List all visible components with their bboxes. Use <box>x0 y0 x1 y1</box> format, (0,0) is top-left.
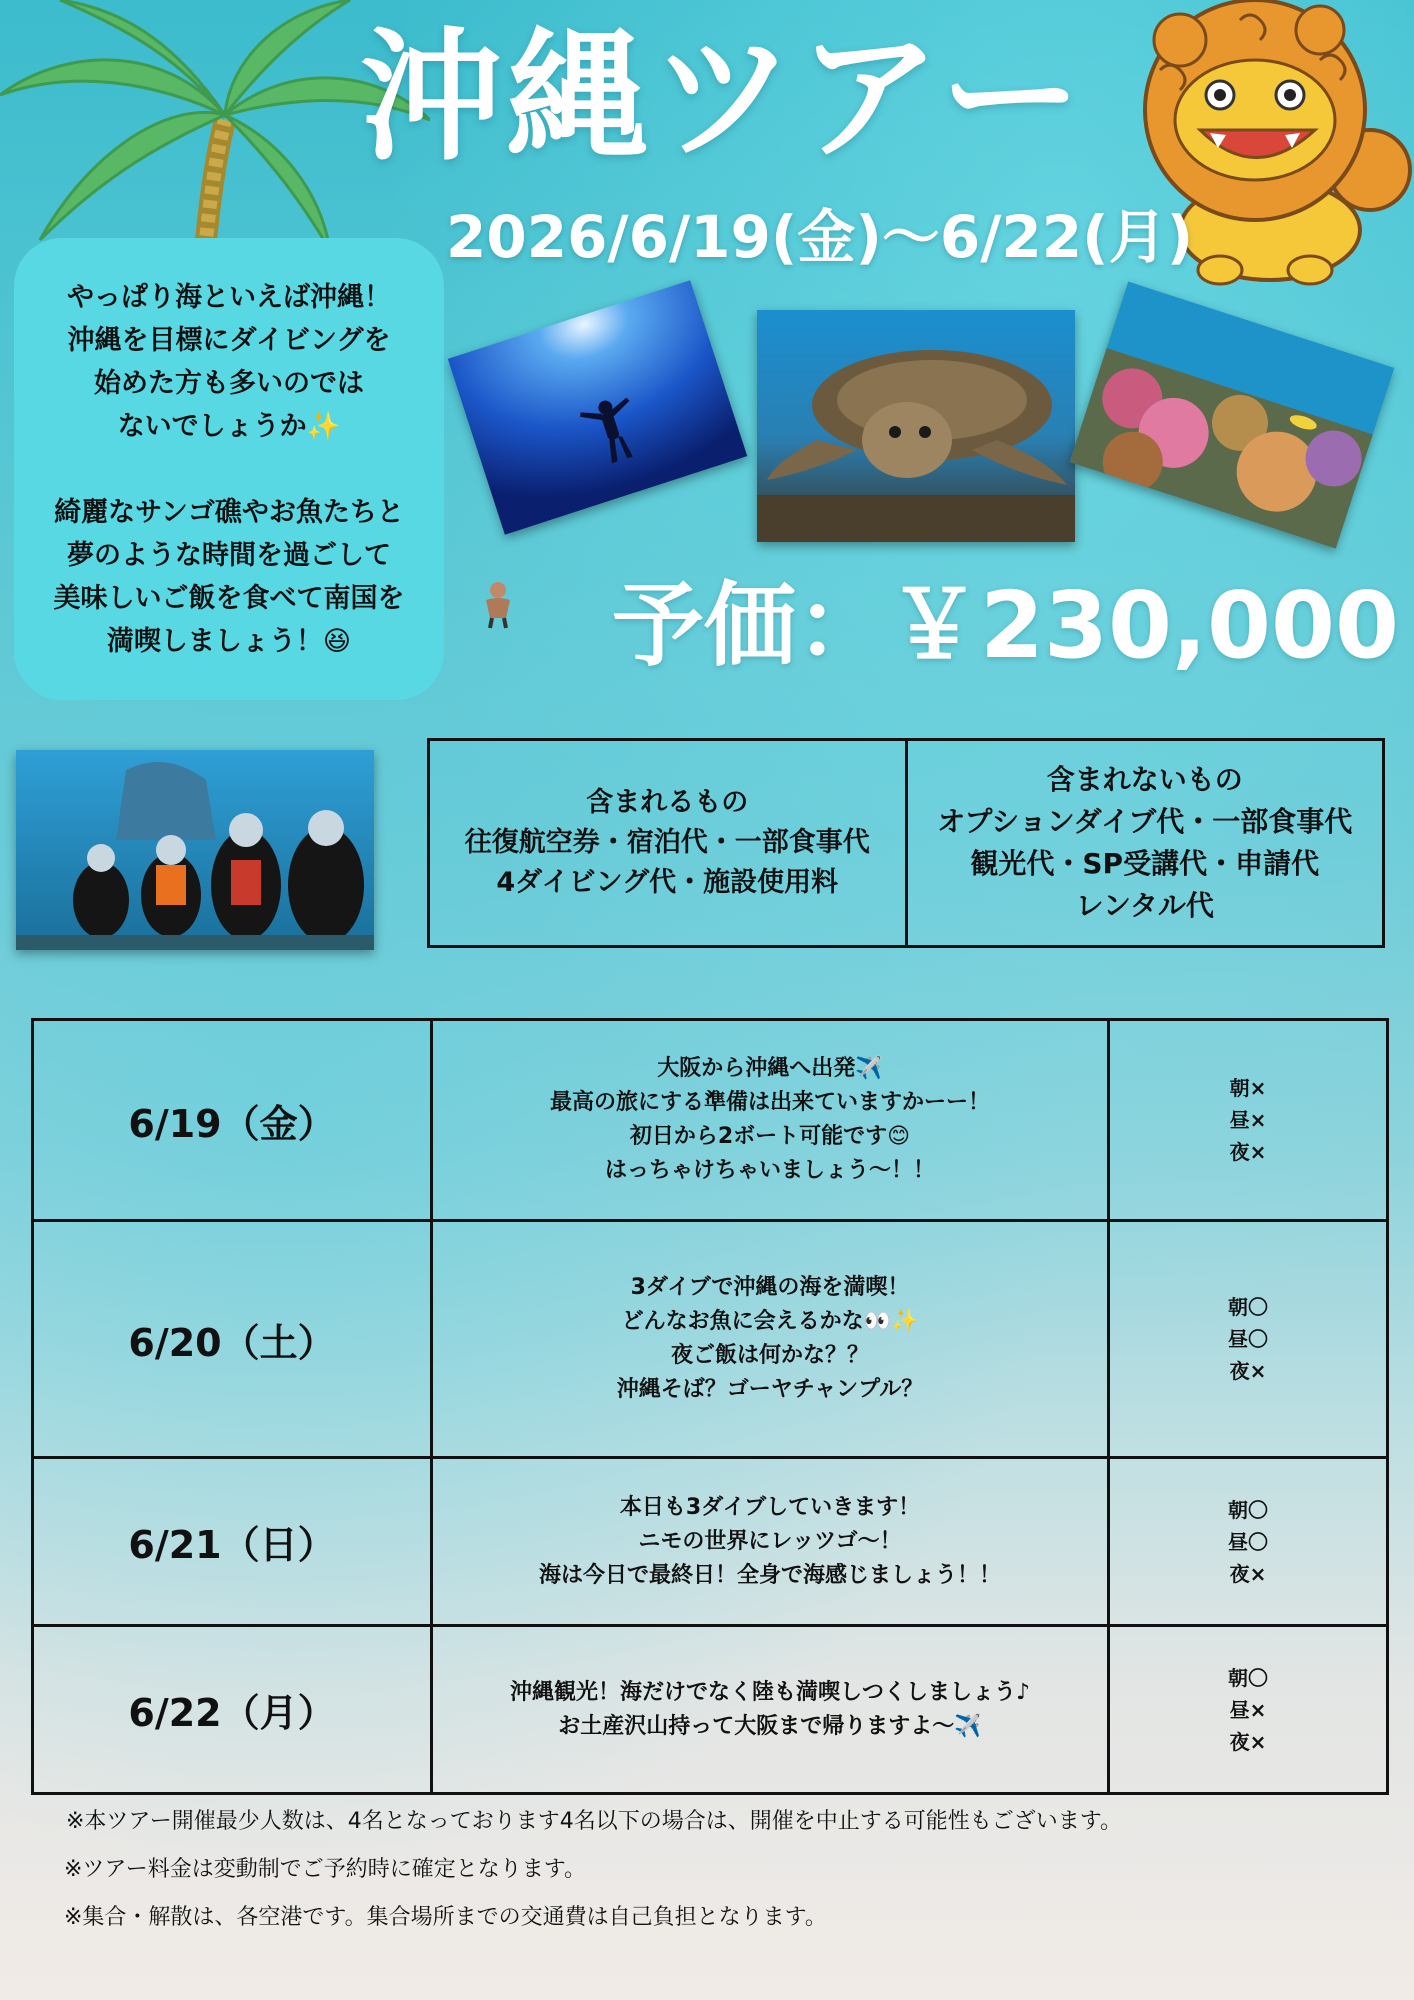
intro-line: 夢のような時間を過ごして <box>67 539 391 571</box>
inclusions-table <box>427 738 1385 948</box>
description-line: 本日も3ダイブしていきます！ <box>619 1494 921 1520</box>
schedule-row <box>33 1020 1388 1221</box>
schedule-row <box>33 1221 1388 1458</box>
meal-lunch: 昼〇 <box>1228 1529 1268 1554</box>
not-included-cell <box>905 741 1383 945</box>
intro-line: やっぱり海といえば沖縄！ <box>67 281 391 313</box>
included-line: 4ダイビング代・施設使用料 <box>496 867 839 898</box>
schedule-description <box>432 1626 1109 1794</box>
intro-line: 沖縄を目標にダイビングを <box>67 324 391 356</box>
description-line: ニモの世界にレッツゴ〜！ <box>638 1528 902 1554</box>
tour-dates: 2026/6/19(金)〜6/22(月) <box>446 203 1194 271</box>
schedule-day: 6/19（金） <box>33 1020 432 1221</box>
intro-line: ないでしょうか✨ <box>117 410 341 442</box>
description-line: 大阪から沖縄へ出発✈️ <box>657 1056 883 1081</box>
schedule-meals <box>1109 1458 1388 1626</box>
footnote: ※本ツアー開催最少人数は、4名となっております4名以下の場合は、開催を中止する可能性もございます。 <box>66 1809 1123 1834</box>
meal-dinner: 夜× <box>1229 1561 1267 1586</box>
schedule-meals <box>1109 1020 1388 1221</box>
not-included-line: 観光代・SP受講代・申請代 <box>970 847 1320 880</box>
intro-bubble <box>14 238 444 700</box>
description-line: 初日から2ボート可能です😊 <box>629 1124 911 1149</box>
meal-breakfast: 朝× <box>1229 1076 1267 1100</box>
schedule-day: 6/22（月） <box>33 1626 432 1794</box>
description-line: 3ダイブで沖縄の海を満喫！ <box>630 1275 910 1300</box>
meal-breakfast: 朝〇 <box>1228 1665 1268 1690</box>
description-line: 沖縄そば？ゴーヤチャンプル？ <box>616 1377 924 1402</box>
schedule-row <box>33 1458 1388 1626</box>
diver-photo <box>448 280 748 535</box>
schedule-description <box>432 1458 1109 1626</box>
divers-group-photo <box>16 750 374 950</box>
schedule-description <box>432 1020 1109 1221</box>
description-line: 海は今日で最終日！全身で海感じましょう！！ <box>538 1562 1001 1588</box>
schedule-table <box>31 1018 1389 1795</box>
intro-line: 満喫しましょう！😆 <box>106 625 352 657</box>
footnotes <box>64 1798 1384 1942</box>
footnote: ※ツアー料金は変動制でご予約時に確定となります。 <box>64 1857 587 1882</box>
schedule-meals <box>1109 1626 1388 1794</box>
not-included-line: オプションダイブ代・一部食事代 <box>937 805 1353 838</box>
turtle-photo <box>757 310 1075 542</box>
included-cell <box>430 741 905 945</box>
description-line: 最高の旅にする準備は出来ていますかーー！ <box>549 1090 990 1115</box>
schedule-description <box>432 1221 1109 1458</box>
description-line: 夜ご飯は何かな？？ <box>670 1343 869 1368</box>
not-included-heading: 含まれないもの <box>1046 763 1243 796</box>
included-heading: 含まれるもの <box>586 787 749 818</box>
description-line: お土産沢山持って大阪まで帰りますよ〜✈️ <box>558 1713 982 1739</box>
meal-lunch: 昼× <box>1229 1108 1267 1132</box>
coral-photo <box>1069 281 1394 548</box>
swimmer-figure <box>478 580 518 630</box>
included-line: 往復航空券・宿泊代・一部食事代 <box>464 827 870 858</box>
description-line: どんなお魚に会えるかな👀✨ <box>621 1309 919 1334</box>
schedule-day: 6/20（土） <box>33 1221 432 1458</box>
meal-lunch: 昼〇 <box>1228 1327 1268 1351</box>
not-included-line: レンタル代 <box>1075 889 1214 922</box>
intro-line: 美味しいご飯を食べて南国を <box>53 582 405 614</box>
description-line: はっちゃけちゃいましょう〜！！ <box>604 1158 935 1183</box>
meal-lunch: 昼× <box>1229 1697 1267 1722</box>
intro-line: 始めた方も多いのでは <box>94 367 364 399</box>
schedule-row <box>33 1626 1388 1794</box>
footnote: ※集合・解散は、各空港です。集合場所までの交通費は自己負担となります。 <box>64 1905 827 1930</box>
schedule-day: 6/21（日） <box>33 1458 432 1626</box>
schedule-meals <box>1109 1221 1388 1458</box>
tour-price: 予価：￥230,000 <box>612 572 1400 679</box>
meal-dinner: 夜× <box>1229 1729 1267 1754</box>
description-line: 沖縄観光！海だけでなく陸も満喫しつくしましょう♪ <box>509 1679 1031 1705</box>
meal-breakfast: 朝〇 <box>1228 1295 1268 1319</box>
meal-dinner: 夜× <box>1229 1140 1267 1164</box>
page-title: 沖縄ツアー <box>360 15 1086 180</box>
meal-dinner: 夜× <box>1229 1359 1267 1383</box>
meal-breakfast: 朝〇 <box>1228 1497 1268 1522</box>
intro-line: 綺麗なサンゴ礁やお魚たちと <box>54 496 404 528</box>
